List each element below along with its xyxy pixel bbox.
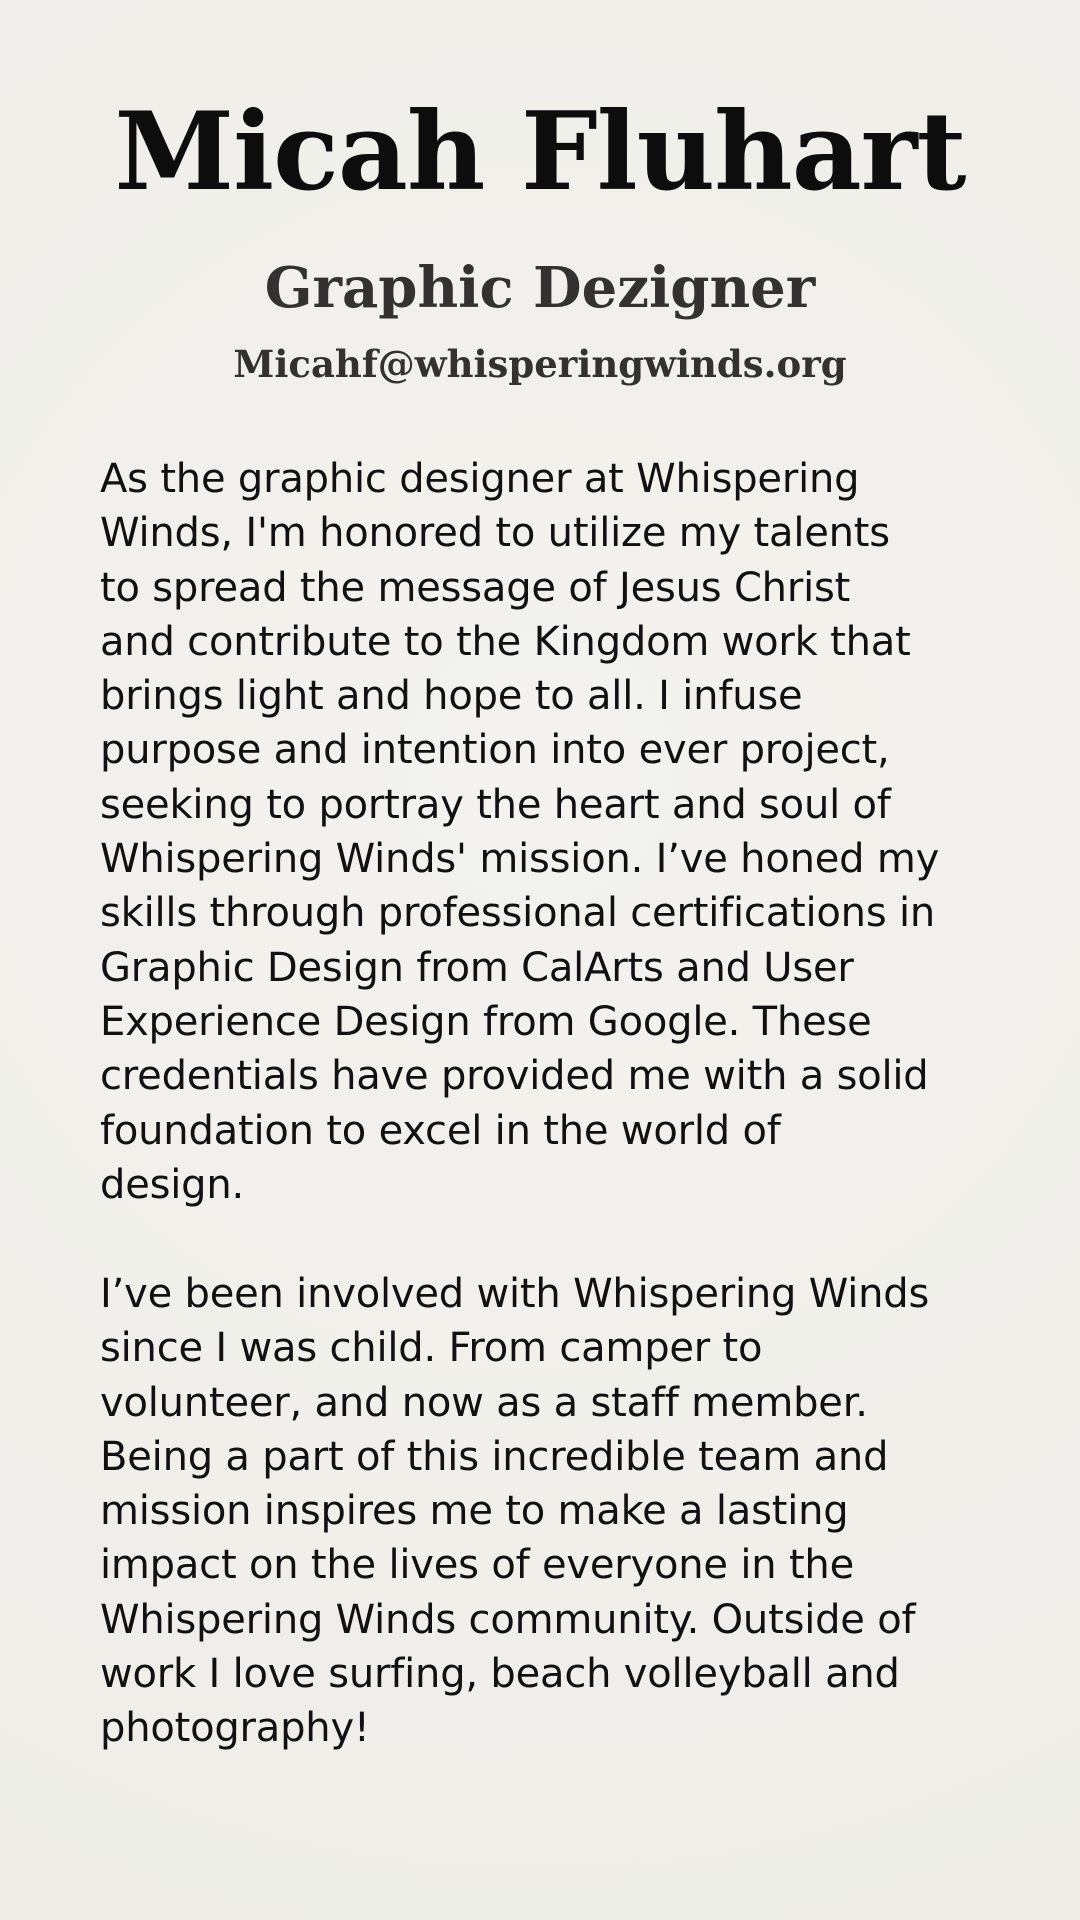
bio-line: mission inspires me to make a lasting <box>100 1488 849 1535</box>
bio-line: volunteer, and now as a staff member. <box>100 1379 868 1426</box>
bio-line: Experience Design from Google. These <box>100 998 872 1045</box>
email-address[interactable]: Micahf@whisperingwinds.org <box>233 342 847 386</box>
bio-line: impact on the lives of everyone in the <box>100 1542 854 1589</box>
bio-line: Winds, I'm honored to utilize my talents <box>100 510 890 557</box>
bio-line: Being a part of this incredible team and <box>100 1433 889 1480</box>
bio-line: Whispering Winds community. Outside of <box>100 1596 916 1643</box>
bio-line: skills through professional certifications in <box>100 890 936 937</box>
bio-line: to spread the message of Jesus Christ <box>100 564 851 611</box>
bio-line: since I was child. From camper to <box>100 1325 763 1372</box>
bio-line: seeking to portray the heart and soul of <box>100 781 891 828</box>
bio-line: design. <box>100 1161 245 1208</box>
bio-line: Whispering Winds' mission. I’ve honed my <box>100 836 940 883</box>
bio-line: Graphic Design from CalArts and User <box>100 944 854 991</box>
bio-line: credentials have provided me with a solid <box>100 1053 929 1100</box>
bio-line: purpose and intention into ever project, <box>100 727 890 774</box>
bio-line: and contribute to the Kingdom work that <box>100 618 911 665</box>
bio-line: photography! <box>100 1705 370 1752</box>
bio-paragraph-2 <box>100 1267 1000 1756</box>
job-title: Graphic Dezigner <box>264 255 816 321</box>
bio-line: brings light and hope to all. I infuse <box>100 673 803 720</box>
bio-paragraph-1 <box>100 452 1000 1212</box>
bio-line: work I love surfing, beach volleyball and <box>100 1651 900 1698</box>
profile-name: Micah Fluhart <box>114 89 966 215</box>
bio-line: As the graphic designer at Whispering <box>100 456 860 502</box>
bio-line: I’ve been involved with Whispering Winds <box>100 1271 930 1317</box>
bio-line: foundation to excel in the world of <box>100 1107 781 1154</box>
